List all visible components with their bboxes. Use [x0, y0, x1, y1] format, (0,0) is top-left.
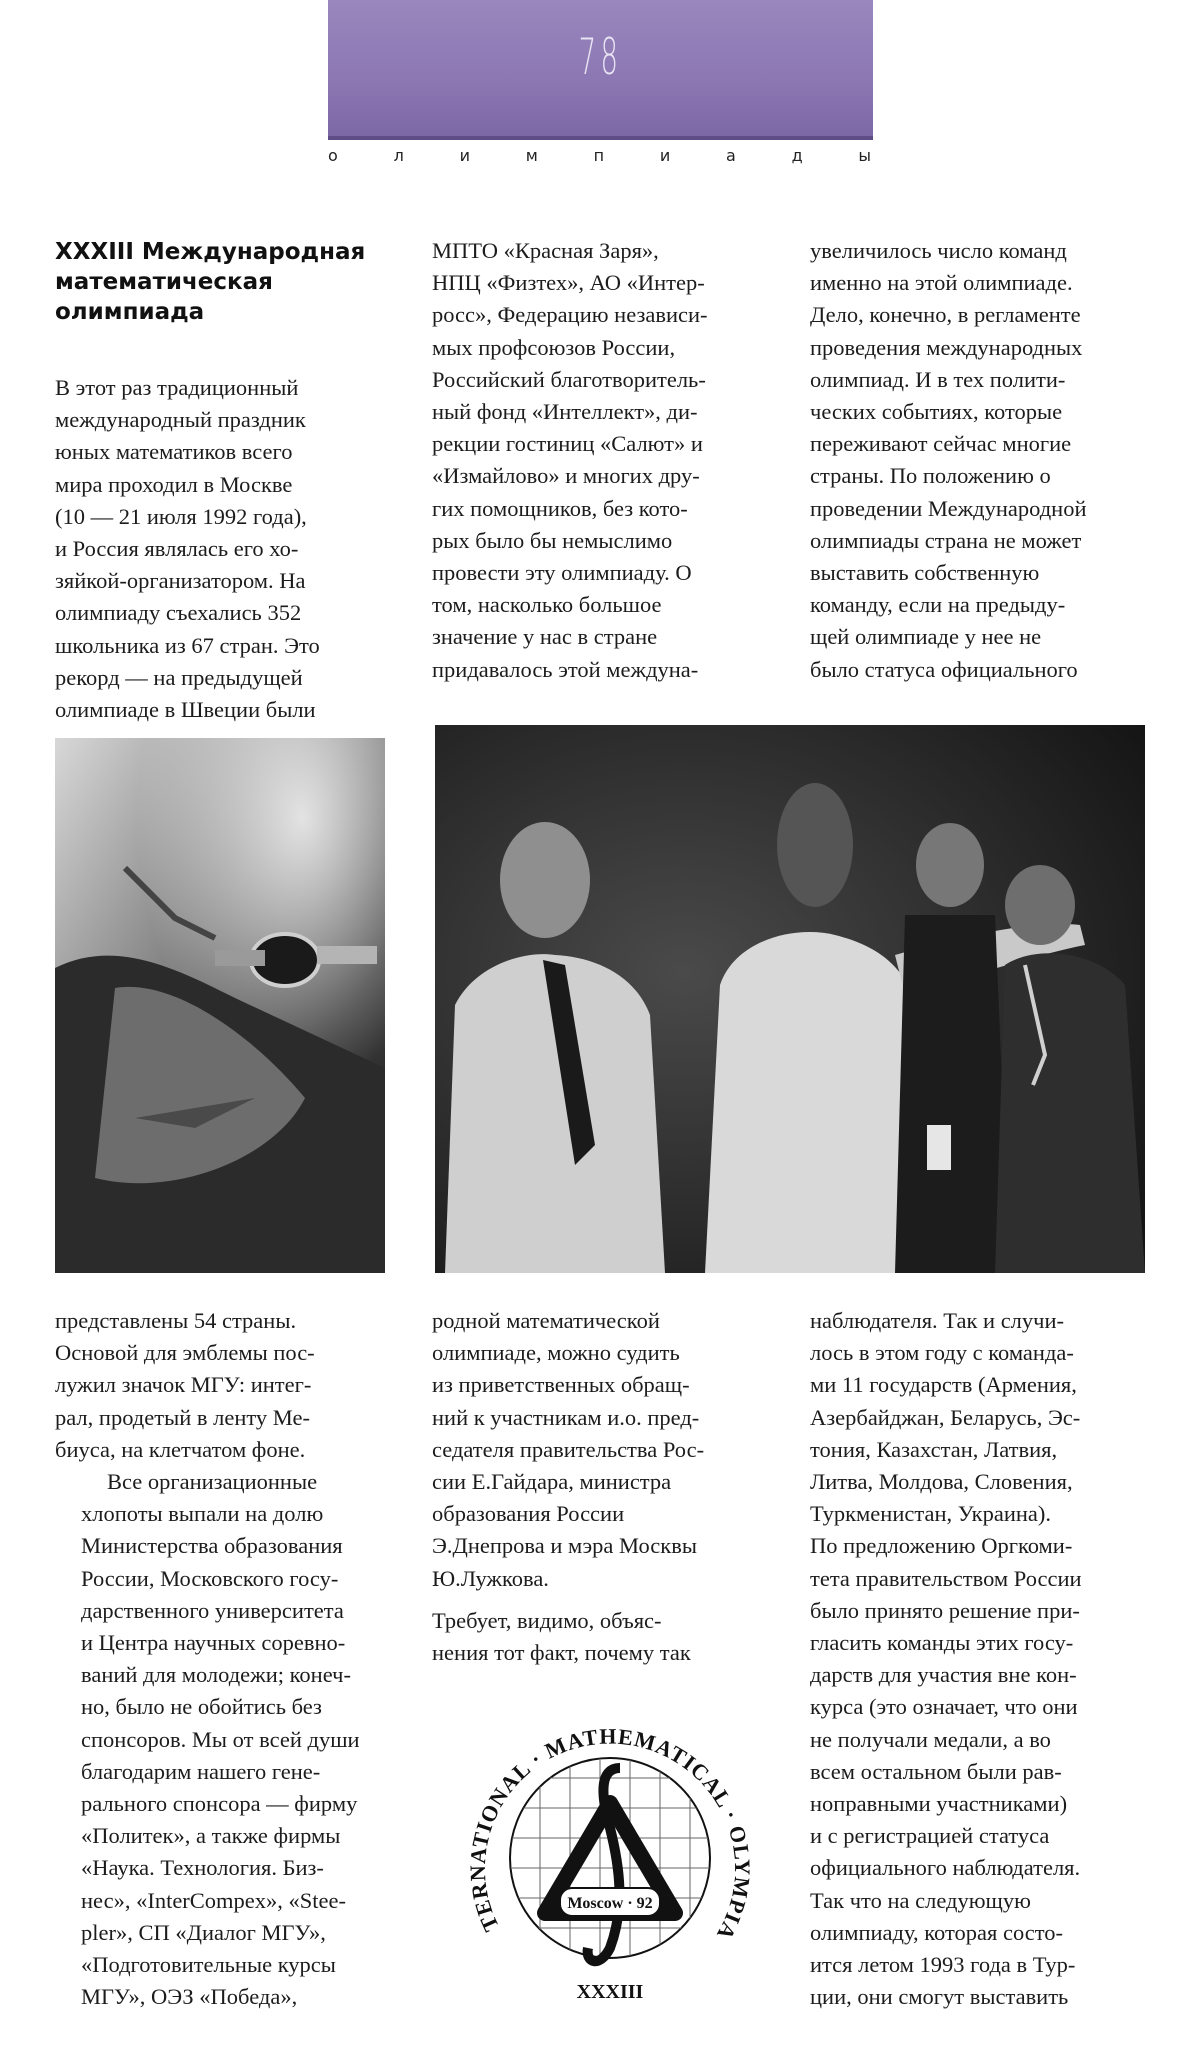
text-line: образования России: [432, 1501, 625, 1527]
text-line: из приветственных обращ-: [432, 1372, 690, 1398]
text-line: ний к участникам и.о. пред-: [432, 1404, 700, 1430]
text-line: олимпиаде, можно судить: [432, 1340, 680, 1366]
article-title: XXXIII Международная математическая олимпиада: [55, 239, 366, 325]
column-1-top: [55, 372, 385, 726]
text-line: олимпиаду съехались 352: [55, 600, 302, 626]
section-label-letter: п: [593, 146, 607, 165]
text-line: рых было бы немыслимо: [432, 527, 673, 553]
text-line: ный фонд «Интеллект», ди-: [432, 399, 698, 425]
text-line: дарств для участия вне кон-: [810, 1662, 1077, 1688]
text-line: провести эту олимпиаду. О: [432, 560, 692, 586]
section-label-letter: ы: [858, 146, 874, 165]
text-line: курса (это означает, что они: [810, 1694, 1078, 1720]
text-line: В этот раз традиционный: [55, 375, 299, 400]
text-line: выставить собственную: [810, 560, 1040, 586]
page-number: 78: [578, 28, 623, 86]
section-label-letter: о: [328, 146, 340, 165]
text-line: и Центра научных соревно-: [81, 1630, 346, 1656]
text-line: Все организационные: [107, 1469, 318, 1495]
header-band: [328, 0, 873, 140]
text-line: том, насколько большое: [432, 592, 662, 618]
text-line: (10 — 21 июля 1992 года),: [55, 503, 307, 529]
text-line: переживают сейчас многие: [810, 431, 1072, 457]
text-line: седателя правительства Рос-: [432, 1436, 705, 1462]
text-line: было статуса официального: [810, 656, 1078, 682]
text-line: лужил значок МГУ: интег-: [55, 1372, 312, 1398]
text-line: всем остальном были рав-: [810, 1758, 1062, 1784]
text-line: не получали медали, а во: [810, 1726, 1051, 1752]
text-line: страны. По положению о: [810, 463, 1051, 489]
text-line: нения тот факт, почему так: [432, 1640, 691, 1666]
text-line: проведении Международной: [810, 495, 1087, 521]
text-line: ится летом 1993 года в Тур-: [810, 1952, 1076, 1978]
text-line: проведения международных: [810, 334, 1083, 360]
text-line: придавалось этой междуна-: [432, 656, 699, 682]
text-line: зяйкой-организатором. На: [55, 568, 306, 594]
section-label-letter: м: [525, 146, 540, 165]
section-label-letter: д: [791, 146, 805, 165]
section-label-letter: и: [659, 146, 673, 165]
text-line: щей олимпиаде у нее не: [810, 624, 1042, 650]
text-line: Российский благотворитель-: [432, 366, 706, 392]
text-line: именно на этой олимпиаде.: [810, 270, 1073, 296]
text-line: России, Московского госу-: [81, 1565, 339, 1591]
text-line: Ю.Лужкова.: [432, 1565, 549, 1591]
text-line: олимпиады страна не может: [810, 527, 1082, 553]
text-line: НПЦ «Физтех», АО «Интер-: [432, 270, 705, 296]
photo-medal-ceremony: [435, 725, 1145, 1273]
col1-bottom-paragraph-2: [55, 1466, 390, 2013]
text-line: ваний для молодежи; конеч-: [81, 1662, 351, 1688]
text-line: сии Е.Гайдара, министра: [432, 1469, 672, 1495]
text-line: хлопоты выпали на долю: [81, 1501, 324, 1527]
emblem-city-year: Moscow · 92: [567, 1895, 653, 1912]
text-line: «Наука. Технология. Биз-: [81, 1855, 324, 1881]
emblem-svg: [460, 1708, 760, 2008]
emblem-ring-text: TERNATIONAL · MATHEMATICAL · OLYMPIA: [464, 1723, 756, 1945]
column-1-bottom: [55, 1305, 390, 2013]
text-line: гласить команды этих госу-: [810, 1630, 1074, 1656]
text-line: дарственного университета: [81, 1597, 344, 1623]
text-line: «Измайлово» и многих дру-: [432, 463, 700, 489]
text-line: школьника из 67 стран. Это: [55, 632, 320, 658]
column-3-bottom: [810, 1305, 1165, 2013]
text-line: ми 11 государств (Армения,: [810, 1372, 1077, 1398]
text-line: увеличилось число команд: [810, 238, 1067, 263]
text-line: команду, если на предыду-: [810, 592, 1066, 618]
section-label-letter: и: [459, 146, 472, 165]
text-line: представлены 54 страны.: [55, 1308, 297, 1333]
column-3-top: [810, 235, 1160, 686]
text-line: Дело, конечно, в регламенте: [810, 302, 1081, 328]
text-line: биуса, на клетчатом фоне.: [55, 1436, 306, 1462]
text-line: родной математической: [432, 1308, 660, 1333]
text-line: ческих событиях, которые: [810, 399, 1063, 425]
column-2-bottom: [432, 1305, 777, 1669]
col2-bottom-paragraph-1: [432, 1305, 777, 1595]
text-line: тония, Казахстан, Латвия,: [810, 1436, 1058, 1462]
text-line: Азербайджан, Беларусь, Эс-: [810, 1404, 1081, 1430]
text-line: гих помощников, без кото-: [432, 495, 688, 521]
section-label: [328, 146, 873, 165]
col1-bottom-paragraph-1: [55, 1305, 390, 1466]
text-line: Требует, видимо, объяс-: [432, 1607, 662, 1633]
text-line: официального наблюдателя.: [810, 1855, 1081, 1881]
text-line: ции, они смогут выставить: [810, 1984, 1069, 2010]
text-line: МПТО «Красная Заря»,: [432, 238, 659, 263]
text-line: росс», Федерацию независи-: [432, 302, 708, 328]
text-line: «Подготовительные курсы: [81, 1952, 336, 1978]
section-label-letter: а: [725, 146, 738, 165]
text-line: pler», СП «Диалог МГУ»,: [81, 1919, 326, 1945]
text-line: и Россия являлась его хо-: [55, 536, 299, 562]
text-line: рального спонсора — фирму: [81, 1791, 358, 1817]
text-line: Так что на следующую: [810, 1887, 1031, 1913]
text-line: «Политек», а также фирмы: [81, 1823, 341, 1849]
text-line: тета правительством России: [810, 1565, 1082, 1591]
text-line: рекции гостиниц «Салют» и: [432, 431, 703, 457]
column-2-top: [432, 235, 777, 686]
text-line: благодарим нашего гене-: [81, 1758, 321, 1784]
text-line: наблюдателя. Так и случи-: [810, 1308, 1065, 1333]
section-label-letter: л: [393, 146, 406, 165]
photo-hand-with-watch: [55, 738, 385, 1273]
text-line: олимпиад. И в тех полити-: [810, 366, 1066, 392]
text-line: олимпиаде в Швеции были: [55, 697, 316, 723]
col2-bottom-paragraph-2: [432, 1605, 777, 1669]
olympiad-emblem: [460, 1708, 760, 2008]
text-line: ноправными участниками): [810, 1791, 1068, 1817]
text-line: лось в этом году с команда-: [810, 1340, 1074, 1366]
text-line: рекорд — на предыдущей: [55, 664, 303, 690]
text-line: было принято решение при-: [810, 1597, 1080, 1623]
text-line: Туркменистан, Украина).: [810, 1501, 1052, 1527]
text-line: Основой для эмблемы пос-: [55, 1340, 315, 1366]
text-line: нес», «InterCompex», «Stee-: [81, 1887, 347, 1913]
text-line: Министерства образования: [81, 1533, 343, 1559]
text-line: МГУ», ОЭЗ «Победа»,: [81, 1984, 298, 2010]
text-line: и с регистрацией статуса: [810, 1823, 1050, 1849]
text-line: Литва, Молдова, Словения,: [810, 1469, 1073, 1495]
text-line: значение у нас в стране: [432, 624, 658, 650]
text-line: рал, продетый в ленту Ме-: [55, 1404, 310, 1430]
text-line: По предложению Оргкоми-: [810, 1533, 1073, 1559]
text-line: юных математиков всего: [55, 439, 293, 465]
text-line: мира проходил в Москве: [55, 471, 293, 497]
text-line: мых профсоюзов России,: [432, 334, 676, 360]
text-line: спонсоров. Мы от всей души: [81, 1726, 360, 1752]
text-line: Э.Днепрова и мэра Москвы: [432, 1533, 697, 1559]
text-line: международный праздник: [55, 407, 306, 433]
text-line: но, было не обойтись без: [81, 1694, 322, 1720]
emblem-edition: XXXIII: [576, 1981, 644, 2003]
text-line: олимпиаду, которая состо-: [810, 1919, 1064, 1945]
